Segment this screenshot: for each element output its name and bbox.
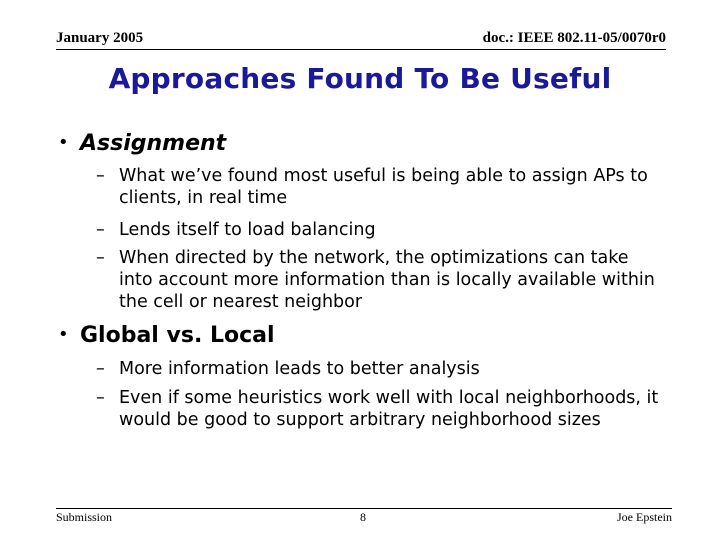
sub-bullet-text: When directed by the network, the optimizations can take into account more information than is locally available within the cell or nearest neighbor <box>119 248 655 312</box>
bullet-label: Global vs. Local <box>80 323 275 348</box>
footer-submission: Submission <box>56 510 113 524</box>
sub-bullet <box>96 165 666 209</box>
bullet-marker: • <box>58 132 69 153</box>
sub-bullet <box>96 219 666 241</box>
bullet-marker: • <box>58 324 69 345</box>
sub-bullet <box>96 387 666 431</box>
dash-marker: – <box>96 388 105 408</box>
dash-marker: – <box>96 166 105 186</box>
footer-divider <box>56 508 672 509</box>
slide-title: Approaches Found To Be Useful <box>108 62 612 95</box>
header-divider <box>56 49 666 50</box>
sub-bullet-text: Even if some heuristics work well with local neighborhoods, it would be good to support arbitrary neighborhood sizes <box>119 388 659 430</box>
bullet-assignment <box>58 131 226 156</box>
sub-bullet-text: Lends itself to load balancing <box>119 220 376 240</box>
page-number: 8 <box>360 510 366 524</box>
dash-marker: – <box>96 359 105 379</box>
sub-bullet <box>96 247 666 313</box>
sub-bullet <box>96 358 666 380</box>
dash-marker: – <box>96 248 105 268</box>
header-date: January 2005 <box>56 30 144 46</box>
sub-bullet-text: More information leads to better analysis <box>119 359 480 379</box>
dash-marker: – <box>96 220 105 240</box>
footer-author: Joe Epstein <box>617 510 672 524</box>
bullet-global-vs-local <box>58 323 275 348</box>
header-doc-id: doc.: IEEE 802.11-05/0070r0 <box>482 30 666 46</box>
sub-bullet-text: What we’ve found most useful is being able to assign APs to clients, in real time <box>119 166 648 208</box>
bullet-label: Assignment <box>80 131 227 156</box>
